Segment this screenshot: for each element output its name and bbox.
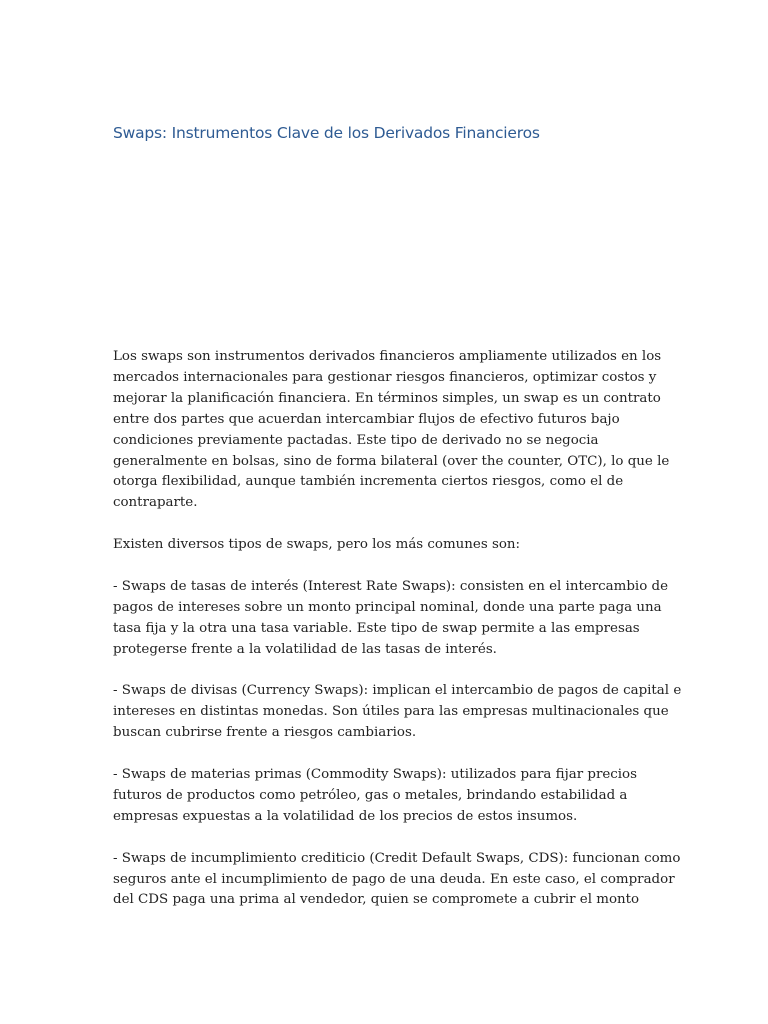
- text-line: - Swaps de tasas de interés (Interest Rate Swaps): consisten en el intercambio de: [113, 578, 669, 594]
- list-item-currency-swaps: [113, 681, 682, 744]
- text-line: Existen diversos tipos de swaps, pero los más comunes son:: [113, 537, 521, 553]
- list-item-interest-rate-swaps: [113, 577, 669, 661]
- paragraph-types-intro: [113, 535, 653, 556]
- document-body: [113, 347, 682, 911]
- text-line: Los swaps son instrumentos derivados financieros ampliamente utilizados en los: [113, 349, 662, 364]
- text-line: buscan cubrirse frente a riesgos cambiarios.: [113, 725, 417, 741]
- text-line: entre dos partes que acuerdan intercambiar flujos de efectivo futuros bajo: [113, 411, 620, 427]
- list-item-commodity-swaps: [113, 765, 653, 828]
- text-line: empresas expuestas a la volatilidad de los precios de estos insumos.: [113, 808, 578, 824]
- text-line: futuros de productos como petróleo, gas o metales, brindando estabilidad a: [113, 787, 628, 803]
- paragraph-intro: [113, 347, 670, 514]
- list-item-credit-default-swaps: [113, 849, 681, 912]
- text-line: generalmente en bolsas, sino de forma bilateral (over the counter, OTC), lo que le: [113, 453, 670, 469]
- text-line: - Swaps de divisas (Currency Swaps): implican el intercambio de pagos de capital e: [113, 683, 682, 699]
- text-line: intereses en distintas monedas. Son útiles para las empresas multinacionales que: [113, 704, 669, 720]
- text-line: mercados internacionales para gestionar riesgos financieros, optimizar costos y: [113, 369, 657, 385]
- text-line: otorga flexibilidad, aunque también incrementa ciertos riesgos, como el de: [113, 474, 624, 490]
- text-line: - Swaps de incumplimiento crediticio (Credit Default Swaps, CDS): funcionan como: [113, 850, 681, 866]
- text-line: contraparte.: [113, 495, 198, 511]
- text-line: - Swaps de materias primas (Commodity Swaps): utilizados para fijar precios: [113, 767, 637, 783]
- document-title: Swaps: Instrumentos Clave de los Derivados Financieros: [113, 124, 540, 142]
- text-line: mejorar la planificación financiera. En términos simples, un swap es un contrato: [113, 390, 661, 406]
- text-line: condiciones previamente pactadas. Este tipo de derivado no se negocia: [113, 432, 599, 448]
- text-line: del CDS paga una prima al vendedor, quien se compromete a cubrir el monto: [113, 892, 640, 908]
- text-line: pagos de intereses sobre un monto principal nominal, donde una parte paga una: [113, 599, 662, 615]
- text-line: protegerse frente a la volatilidad de las tasas de interés.: [113, 641, 497, 657]
- text-line: tasa fija y la otra una tasa variable. Este tipo de swap permite a las empresas: [113, 620, 640, 636]
- text-line: seguros ante el incumplimiento de pago de una deuda. En este caso, el comprador: [113, 871, 675, 887]
